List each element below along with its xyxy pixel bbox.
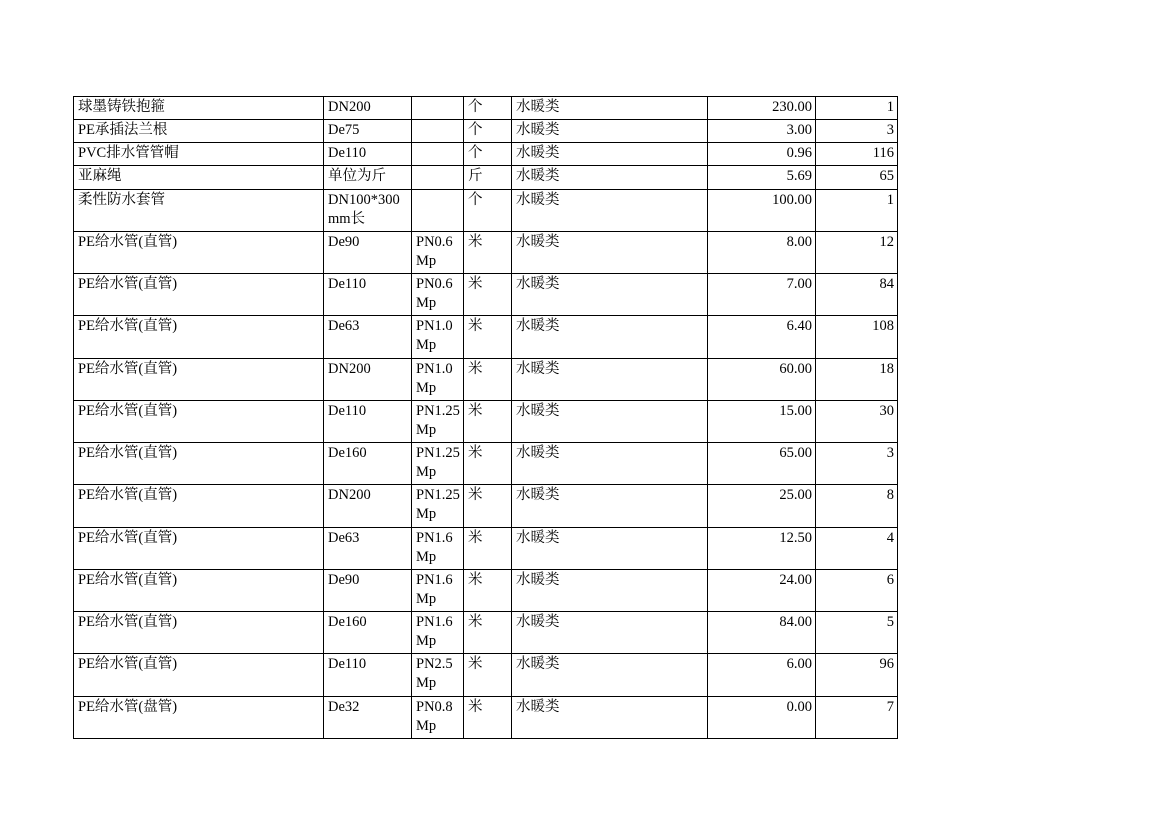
- cell-name[interactable]: PE给水管(直管): [74, 358, 324, 400]
- table-row: [74, 189, 898, 231]
- cell-unit[interactable]: 米: [464, 569, 512, 611]
- table-row: [74, 696, 898, 738]
- cell-quantity[interactable]: 6: [816, 569, 898, 611]
- cell-price[interactable]: 100.00: [708, 189, 816, 231]
- cell-name[interactable]: 球墨铸铁抱箍: [74, 97, 324, 120]
- cell-spec[interactable]: De110: [324, 400, 412, 442]
- cell-price[interactable]: 84.00: [708, 612, 816, 654]
- cell-unit[interactable]: 个: [464, 189, 512, 231]
- cell-quantity[interactable]: 96: [816, 654, 898, 696]
- table-body: [74, 97, 898, 739]
- cell-pressure[interactable]: PN1.6Mp: [412, 569, 464, 611]
- cell-pressure[interactable]: [412, 143, 464, 166]
- cell-name[interactable]: PE给水管(盘管): [74, 696, 324, 738]
- cell-unit[interactable]: 个: [464, 143, 512, 166]
- cell-name[interactable]: PE给水管(直管): [74, 274, 324, 316]
- cell-pressure[interactable]: PN0.8Mp: [412, 696, 464, 738]
- cell-quantity[interactable]: 5: [816, 612, 898, 654]
- cell-price[interactable]: 230.00: [708, 97, 816, 120]
- cell-unit[interactable]: 斤: [464, 166, 512, 189]
- table-row: [74, 97, 898, 120]
- cell-price[interactable]: 0.00: [708, 696, 816, 738]
- cell-name[interactable]: PE承插法兰根: [74, 120, 324, 143]
- cell-quantity[interactable]: 116: [816, 143, 898, 166]
- cell-spec[interactable]: De90: [324, 231, 412, 273]
- cell-pressure[interactable]: PN2.5Mp: [412, 654, 464, 696]
- cell-category[interactable]: 水暖类: [512, 97, 708, 120]
- cell-spec[interactable]: De110: [324, 654, 412, 696]
- cell-spec[interactable]: DN200: [324, 97, 412, 120]
- cell-category[interactable]: 水暖类: [512, 485, 708, 527]
- cell-category[interactable]: 水暖类: [512, 358, 708, 400]
- cell-unit[interactable]: 米: [464, 654, 512, 696]
- cell-category[interactable]: 水暖类: [512, 316, 708, 358]
- cell-quantity[interactable]: 12: [816, 231, 898, 273]
- cell-category[interactable]: 水暖类: [512, 527, 708, 569]
- cell-quantity[interactable]: 4: [816, 527, 898, 569]
- cell-pressure[interactable]: PN1.25Mp: [412, 485, 464, 527]
- cell-category[interactable]: 水暖类: [512, 143, 708, 166]
- cell-quantity[interactable]: 1: [816, 189, 898, 231]
- table-row: [74, 654, 898, 696]
- cell-pressure[interactable]: PN1.0Mp: [412, 316, 464, 358]
- cell-unit[interactable]: 米: [464, 274, 512, 316]
- cell-name[interactable]: PE给水管(直管): [74, 569, 324, 611]
- cell-price[interactable]: 6.00: [708, 654, 816, 696]
- table-row: [74, 231, 898, 273]
- table-row: [74, 485, 898, 527]
- cell-spec[interactable]: De32: [324, 696, 412, 738]
- cell-category[interactable]: 水暖类: [512, 189, 708, 231]
- cell-unit[interactable]: 米: [464, 696, 512, 738]
- table-row: [74, 143, 898, 166]
- cell-unit[interactable]: 个: [464, 120, 512, 143]
- cell-spec[interactable]: DN200: [324, 485, 412, 527]
- sheet-area: [73, 96, 897, 739]
- cell-spec[interactable]: DN200: [324, 358, 412, 400]
- cell-unit[interactable]: 米: [464, 231, 512, 273]
- table-row: [74, 612, 898, 654]
- cell-quantity[interactable]: 3: [816, 120, 898, 143]
- cell-category[interactable]: 水暖类: [512, 569, 708, 611]
- table-row: [74, 443, 898, 485]
- cell-quantity[interactable]: 84: [816, 274, 898, 316]
- cell-quantity[interactable]: 1: [816, 97, 898, 120]
- table-row: [74, 274, 898, 316]
- cell-price[interactable]: 5.69: [708, 166, 816, 189]
- cell-unit[interactable]: 个: [464, 97, 512, 120]
- table-row: [74, 316, 898, 358]
- cell-pressure[interactable]: PN1.6Mp: [412, 527, 464, 569]
- cell-price[interactable]: 25.00: [708, 485, 816, 527]
- cell-unit[interactable]: 米: [464, 485, 512, 527]
- cell-price[interactable]: 15.00: [708, 400, 816, 442]
- cell-spec[interactable]: De160: [324, 443, 412, 485]
- cell-price[interactable]: 12.50: [708, 527, 816, 569]
- cell-unit[interactable]: 米: [464, 612, 512, 654]
- cell-name[interactable]: PE给水管(直管): [74, 485, 324, 527]
- cell-category[interactable]: 水暖类: [512, 443, 708, 485]
- cell-spec[interactable]: De110: [324, 143, 412, 166]
- cell-quantity[interactable]: 108: [816, 316, 898, 358]
- cell-name[interactable]: PE给水管(直管): [74, 400, 324, 442]
- cell-quantity[interactable]: 30: [816, 400, 898, 442]
- cell-pressure[interactable]: PN0.6Mp: [412, 231, 464, 273]
- cell-category[interactable]: 水暖类: [512, 400, 708, 442]
- cell-spec[interactable]: De160: [324, 612, 412, 654]
- cell-unit[interactable]: 米: [464, 443, 512, 485]
- cell-price[interactable]: 0.96: [708, 143, 816, 166]
- cell-quantity[interactable]: 7: [816, 696, 898, 738]
- cell-category[interactable]: 水暖类: [512, 696, 708, 738]
- cell-quantity[interactable]: 8: [816, 485, 898, 527]
- cell-name[interactable]: PE给水管(直管): [74, 654, 324, 696]
- cell-pressure[interactable]: PN0.6Mp: [412, 274, 464, 316]
- cell-category[interactable]: 水暖类: [512, 274, 708, 316]
- cell-price[interactable]: 24.00: [708, 569, 816, 611]
- table-row: [74, 120, 898, 143]
- cell-quantity[interactable]: 18: [816, 358, 898, 400]
- cell-price[interactable]: 6.40: [708, 316, 816, 358]
- cell-pressure[interactable]: PN1.25Mp: [412, 443, 464, 485]
- cell-price[interactable]: 3.00: [708, 120, 816, 143]
- cell-category[interactable]: 水暖类: [512, 612, 708, 654]
- cell-name[interactable]: 亚麻绳: [74, 166, 324, 189]
- cell-pressure[interactable]: PN1.0Mp: [412, 358, 464, 400]
- cell-spec[interactable]: De110: [324, 274, 412, 316]
- cell-pressure[interactable]: [412, 166, 464, 189]
- cell-name[interactable]: PE给水管(直管): [74, 527, 324, 569]
- table-row: [74, 166, 898, 189]
- cell-spec[interactable]: De63: [324, 316, 412, 358]
- cell-unit[interactable]: 米: [464, 527, 512, 569]
- cell-spec[interactable]: De75: [324, 120, 412, 143]
- cell-unit[interactable]: 米: [464, 316, 512, 358]
- cell-pressure[interactable]: [412, 189, 464, 231]
- cell-price[interactable]: 8.00: [708, 231, 816, 273]
- cell-pressure[interactable]: PN1.6Mp: [412, 612, 464, 654]
- cell-name[interactable]: PE给水管(直管): [74, 443, 324, 485]
- cell-name[interactable]: PE给水管(直管): [74, 231, 324, 273]
- cell-quantity[interactable]: 65: [816, 166, 898, 189]
- cell-category[interactable]: 水暖类: [512, 120, 708, 143]
- cell-category[interactable]: 水暖类: [512, 166, 708, 189]
- cell-spec[interactable]: DN100*300mm长: [324, 189, 412, 231]
- table-row: [74, 400, 898, 442]
- cell-pressure[interactable]: [412, 97, 464, 120]
- cell-spec[interactable]: 单位为斤: [324, 166, 412, 189]
- cell-spec[interactable]: De90: [324, 569, 412, 611]
- cell-name[interactable]: PE给水管(直管): [74, 316, 324, 358]
- cell-name[interactable]: PE给水管(直管): [74, 612, 324, 654]
- cell-unit[interactable]: 米: [464, 358, 512, 400]
- cell-price[interactable]: 65.00: [708, 443, 816, 485]
- cell-category[interactable]: 水暖类: [512, 231, 708, 273]
- table-row: [74, 569, 898, 611]
- cell-unit[interactable]: 米: [464, 400, 512, 442]
- table-row: [74, 527, 898, 569]
- materials-table: [73, 96, 898, 739]
- cell-price[interactable]: 60.00: [708, 358, 816, 400]
- cell-category[interactable]: 水暖类: [512, 654, 708, 696]
- cell-pressure[interactable]: PN1.25Mp: [412, 400, 464, 442]
- table-row: [74, 358, 898, 400]
- cell-quantity[interactable]: 3: [816, 443, 898, 485]
- cell-pressure[interactable]: [412, 120, 464, 143]
- cell-spec[interactable]: De63: [324, 527, 412, 569]
- cell-name[interactable]: PVC排水管管帽: [74, 143, 324, 166]
- cell-price[interactable]: 7.00: [708, 274, 816, 316]
- cell-name[interactable]: 柔性防水套管: [74, 189, 324, 231]
